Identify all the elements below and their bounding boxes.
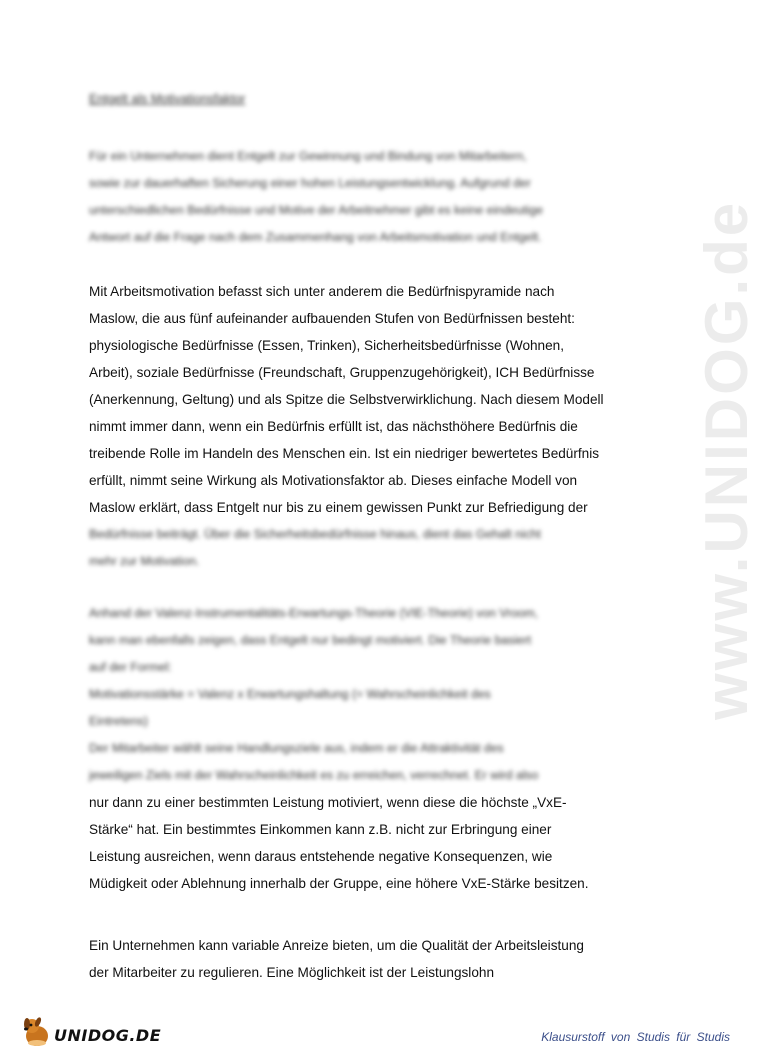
text-line-blurred: jeweiligen Ziels mit der Wahrscheinlichkeit es zu erreichen, verrechnet. Er wird also — [89, 768, 539, 782]
paragraph-anreize — [89, 932, 669, 986]
text-line-blurred: Anhand der Valenz-Instrumentalitäts-Erwartungs-Theorie (VIE-Theorie) von Vroom, — [89, 606, 539, 620]
text-line-blurred: Motivationsstärke = Valenz x Erwartungshaltung (= Wahrscheinlichkeit des — [89, 687, 491, 701]
text-line: nimmt immer dann, wenn ein Bedürfnis erfüllt ist, das nächsthöhere Bedürfnis die — [89, 419, 578, 434]
text-line: Müdigkeit oder Ablehnung innerhalb der Gruppe, eine höhere VxE-Stärke besitzen. — [89, 876, 589, 891]
text-line: Arbeit), soziale Bedürfnisse (Freundschaft, Gruppenzugehörigkeit), ICH Bedürfnisse — [89, 365, 595, 380]
footer-tagline: Klausurstoff von Studis für Studis — [541, 1030, 730, 1044]
text-line: treibende Rolle im Handeln des Menschen ein. Ist ein niedriger bewertetes Bedürfnis — [89, 446, 600, 461]
logo-text: UNIDOG.DE — [54, 1026, 162, 1045]
text-line: sowie zur dauerhaften Sicherung einer hohen Leistungsentwicklung. Aufgrund der — [89, 176, 531, 190]
text-line: Antwort auf die Frage nach dem Zusammenhang von Arbeitsmotivation und Entgelt. — [89, 230, 542, 244]
text-line: physiologische Bedürfnisse (Essen, Trinken), Sicherheitsbedürfnisse (Wohnen, — [89, 338, 565, 353]
text-line: erfüllt, nimmt seine Wirkung als Motivationsfaktor ab. Dieses einfache Modell von — [89, 473, 578, 488]
text-line-blurred: auf der Formel: — [89, 660, 172, 674]
unidog-logo[interactable] — [22, 1012, 161, 1048]
watermark: www.UNIDOG.de — [693, 199, 760, 720]
text-line-blurred: Eintretens) — [89, 714, 148, 728]
text-line: Maslow erklärt, dass Entgelt nur bis zu einem gewissen Punkt zur Befriedigung der — [89, 500, 588, 515]
text-line: der Mitarbeiter zu regulieren. Eine Möglichkeit ist der Leistungslohn — [89, 965, 494, 980]
text-line-blurred: Der Mitarbeiter wählt seine Handlungsziele aus, indem er die Attraktivität des — [89, 741, 504, 755]
text-line: unterschiedlichen Bedürfnisse und Motive der Arbeitnehmer gibt es keine eindeutige — [89, 203, 543, 217]
text-line: (Anerkennung, Geltung) und als Spitze die Selbstverwirklichung. Nach diesem Modell — [89, 392, 604, 407]
paragraph-intro — [89, 143, 669, 251]
text-line: Maslow, die aus fünf aufeinander aufbauenden Stufen von Bedürfnissen besteht: — [89, 311, 575, 326]
text-line: Für ein Unternehmen dient Entgelt zur Gewinnung und Bindung von Mitarbeitern, — [89, 149, 527, 163]
text-line-blurred: Bedürfnisse beiträgt. Über die Sicherheitsbedürfnisse hinaus, dient das Gehalt nicht — [89, 527, 541, 541]
text-line: Stärke“ hat. Ein bestimmtes Einkommen kann z.B. nicht zur Erbringung einer — [89, 822, 552, 837]
text-line: Leistung ausreichen, wenn daraus entstehende negative Konsequenzen, wie — [89, 849, 553, 864]
text-line-blurred: mehr zur Motivation. — [89, 554, 200, 568]
paragraph-vroom — [89, 600, 669, 897]
text-line-blurred: kann man ebenfalls zeigen, dass Entgelt nur bedingt motiviert. Die Theorie basiert — [89, 633, 532, 647]
dog-icon — [22, 1014, 52, 1048]
page-title: Entgelt als Motivationsfaktor — [89, 92, 246, 106]
text-line: Mit Arbeitsmotivation befasst sich unter anderem die Bedürfnispyramide nach — [89, 284, 555, 299]
paragraph-maslow — [89, 278, 669, 575]
text-line: nur dann zu einer bestimmten Leistung motiviert, wenn diese die höchste „VxE- — [89, 795, 567, 810]
text-line: Ein Unternehmen kann variable Anreize bieten, um die Qualität der Arbeitsleistung — [89, 938, 584, 953]
